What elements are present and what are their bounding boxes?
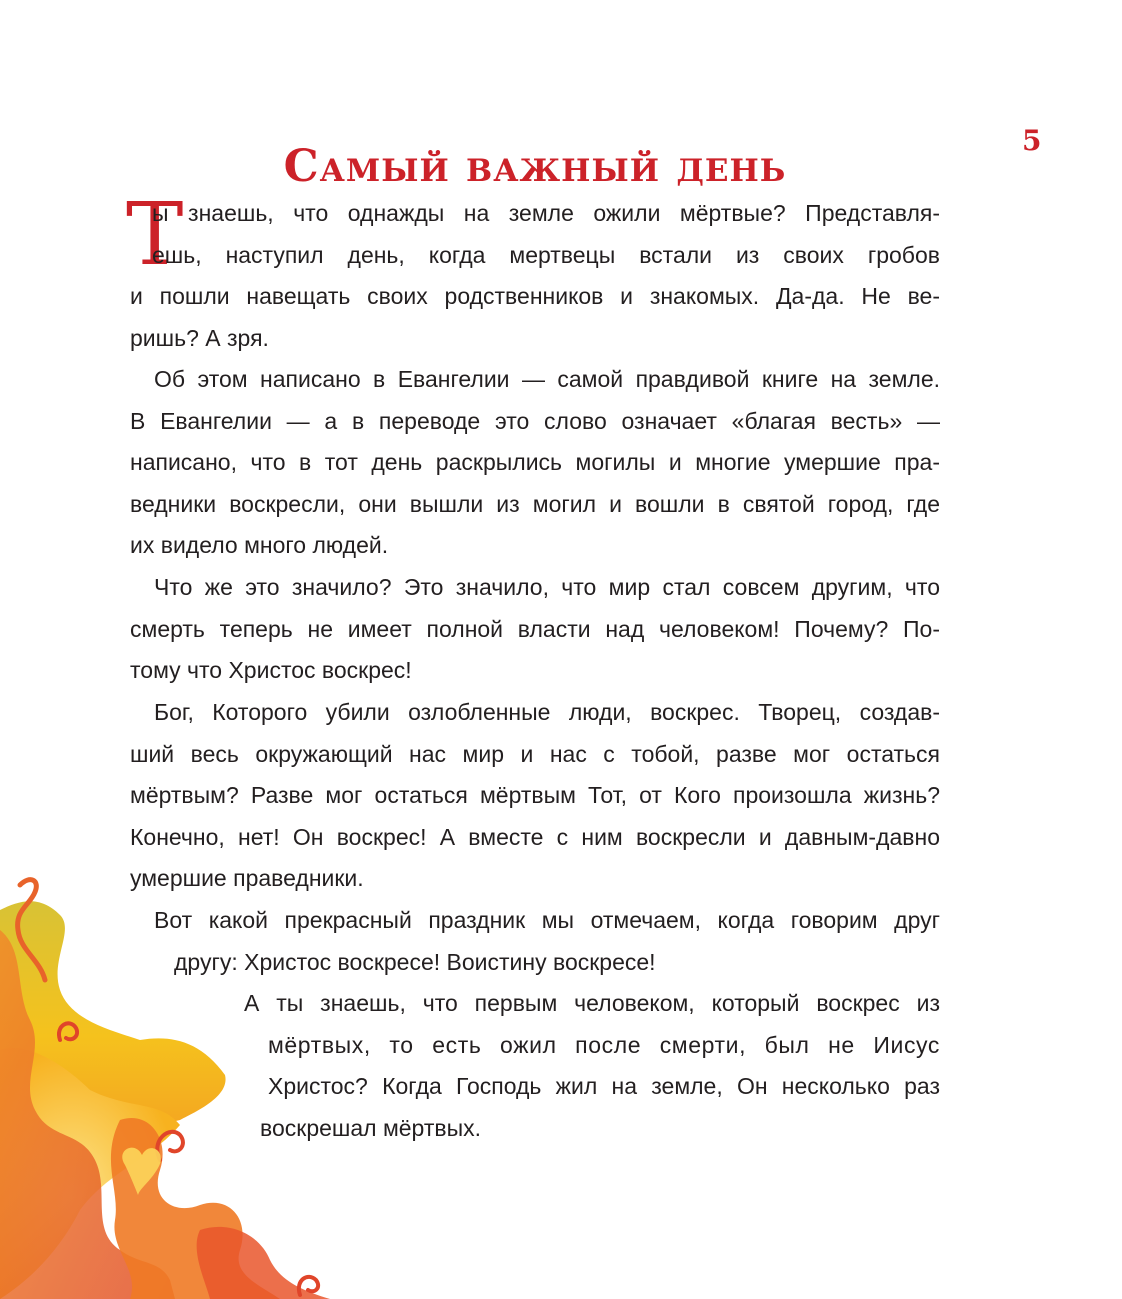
text-line: их видело много людей. — [130, 532, 389, 559]
text-line: Об этом написано в Евангелии — самой правдивой книге на земле. — [154, 366, 940, 392]
page-title: Самый важный день — [283, 141, 787, 193]
paragraph-2 — [130, 359, 940, 567]
text-line: ы знаешь, что однажды на земле ожили мёртвые? Представля- — [152, 200, 940, 226]
text-line: Христос? Когда Господь жил на земле, Он несколько раз — [268, 1073, 940, 1100]
paragraph-1 — [130, 193, 940, 359]
text-line: А ты знаешь, что первым человеком, который воскрес из — [244, 990, 940, 1016]
text-line: другу: Христос воскресе! Воистину воскресе! — [174, 948, 656, 975]
text-line: мёртвым? Разве мог остаться мёртвым Тот, от Кого произошла жизнь? — [130, 782, 940, 809]
text-line: тому что Христос воскрес! — [130, 657, 412, 684]
paragraph-4 — [130, 692, 940, 900]
page-number: 5 — [1022, 124, 1042, 157]
text-line: и пошли навещать своих родственников и знакомых. Да-да. Не ве- — [130, 283, 940, 310]
text-line: ешь, наступил день, когда мертвецы встали из своих гробов — [152, 241, 940, 268]
paragraph-3 — [130, 567, 940, 692]
text-line: Что же это значило? Это значило, что мир стал совсем другим, что — [154, 574, 940, 600]
text-line: Бог, Которого убили озлобленные люди, воскрес. Творец, создав- — [154, 699, 940, 725]
text-line: ведники воскресли, они вышли из могил и вошли в святой город, где — [130, 490, 940, 517]
text-line: написано, что в тот день раскрылись могилы и многие умершие пра- — [130, 449, 940, 476]
text-line: воскрешал мёртвых. — [260, 1114, 482, 1141]
text-line: ришь? А зря. — [130, 324, 269, 351]
text-line: ший весь окружающий нас мир и нас с тобой, разве мог остаться — [130, 740, 940, 767]
text-line: смерть теперь не имеет полной власти над человеком! Почему? По- — [130, 615, 940, 642]
text-line: умершие праведники. — [130, 865, 364, 892]
text-line: мёртвых, то есть ожил после смерти, был не Иисус — [268, 1031, 940, 1058]
text-line: Вот какой прекрасный праздник мы отмечаем, когда говорим друг — [154, 907, 940, 933]
text-line: В Евангелии — а в переводе это слово означает «благая весть» — — [130, 407, 940, 434]
flame-illustration-icon — [0, 870, 340, 1299]
drop-cap-letter: Т — [126, 185, 184, 285]
text-line: Конечно, нет! Он воскрес! А вместе с ним воскресли и давным-давно — [130, 823, 940, 850]
